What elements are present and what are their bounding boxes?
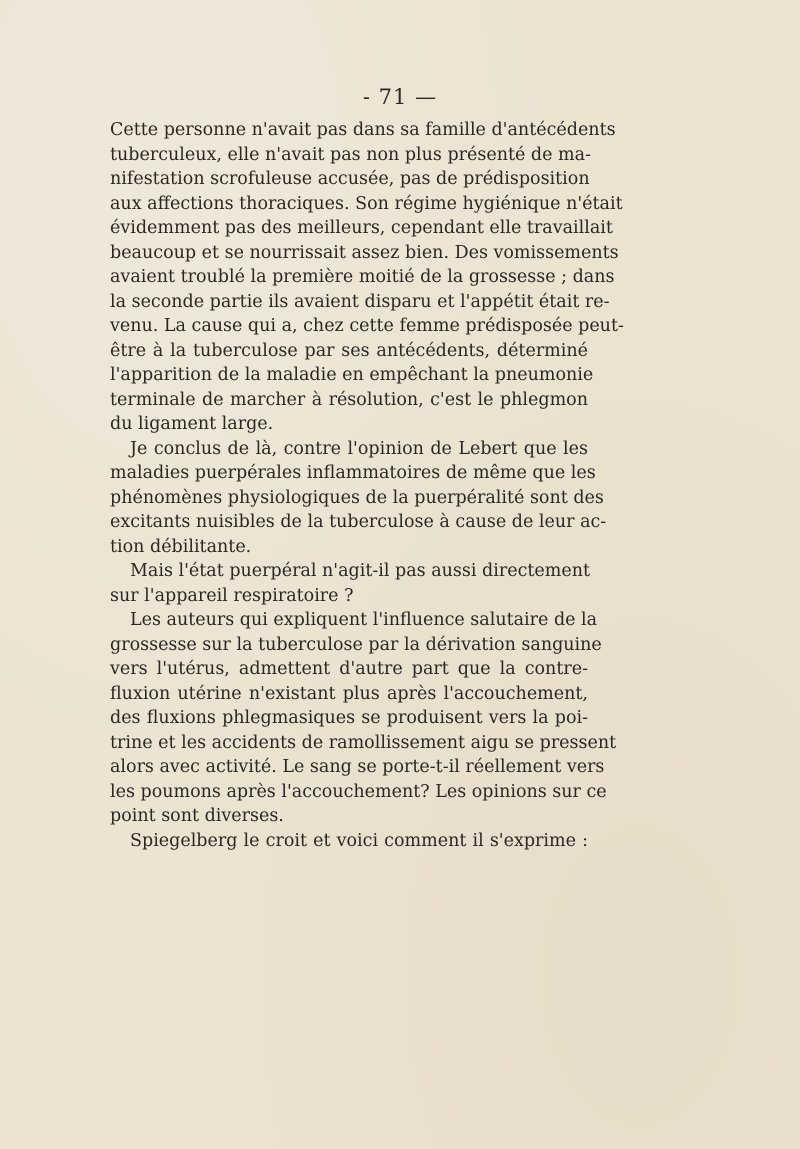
text-line: les poumons après l'accouchement? Les opinions sur ce xyxy=(110,781,607,802)
text-line: du ligament large. xyxy=(110,414,274,434)
text-line: fluxion utérine n'existant plus après l'accouchement, xyxy=(110,683,588,704)
text-line: sur l'appareil respiratoire ? xyxy=(110,585,354,606)
text-line: évidemment pas des meilleurs, cependant elle travaillait xyxy=(110,218,613,238)
paragraph-5 xyxy=(110,829,588,854)
paragraph-2 xyxy=(110,437,607,560)
text-line: des fluxions phlegmasiques se produisent vers la poi- xyxy=(110,708,588,728)
text-line: tuberculeux, elle n'avait pas non plus présenté de ma- xyxy=(110,144,591,165)
text-line: la seconde partie ils avaient disparu et l'appétit était re- xyxy=(110,291,610,312)
text-line: Je conclus de là, contre l'opinion de Lebert que les xyxy=(130,438,588,459)
text-line: trine et les accidents de ramollissement aigu se pressent xyxy=(110,732,617,753)
text-line: terminale de marcher à résolution, c'est le phlegmon xyxy=(110,389,588,410)
text-line: excitants nuisibles de la tuberculose à cause de leur ac- xyxy=(110,512,607,532)
text-line: nifestation scrofuleuse accusée, pas de prédisposition xyxy=(110,169,590,189)
paragraph-3 xyxy=(110,559,591,608)
text-line: alors avec activité. Le sang se porte-t-il réellement vers xyxy=(110,757,605,777)
text-line: Les auteurs qui expliquent l'influence salutaire de la xyxy=(130,610,598,630)
body-text xyxy=(110,118,624,853)
paragraph-1 xyxy=(110,118,624,437)
text-line: grossesse sur la tuberculose par la dérivation sanguine xyxy=(110,634,602,655)
text-line: Cette personne n'avait pas dans sa famille d'antécédents xyxy=(110,120,616,140)
text-line: Spiegelberg le croit et voici comment il s'exprime : xyxy=(130,830,588,851)
text-line: point sont diverses. xyxy=(110,806,284,826)
text-line: maladies puerpérales inflammatoires de même que les xyxy=(110,463,596,483)
text-line: beaucoup et se nourrissait assez bien. Des vomissements xyxy=(110,242,619,263)
text-line: vers l'utérus, admettent d'autre part que la contre- xyxy=(110,659,588,679)
text-line: tion débilitante. xyxy=(110,536,252,557)
text-line: venu. La cause qui a, chez cette femme prédisposée peut- xyxy=(110,316,624,336)
paragraph-4 xyxy=(110,608,617,829)
text-line: Mais l'état puerpéral n'agit-il pas aussi directement xyxy=(130,561,591,581)
text-line: phénomènes physiologiques de la puerpéralité sont des xyxy=(110,487,604,508)
text-line: l'apparition de la maladie en empêchant la pneumonie xyxy=(110,365,594,385)
text-line: avaient troublé la première moitié de la grossesse ; dans xyxy=(110,267,615,287)
text-line: aux affections thoraciques. Son régime hygiénique n'était xyxy=(110,193,623,214)
text-line: être à la tuberculose par ses antécédents, déterminé xyxy=(110,340,588,361)
page-number: - 71 — xyxy=(362,85,438,109)
